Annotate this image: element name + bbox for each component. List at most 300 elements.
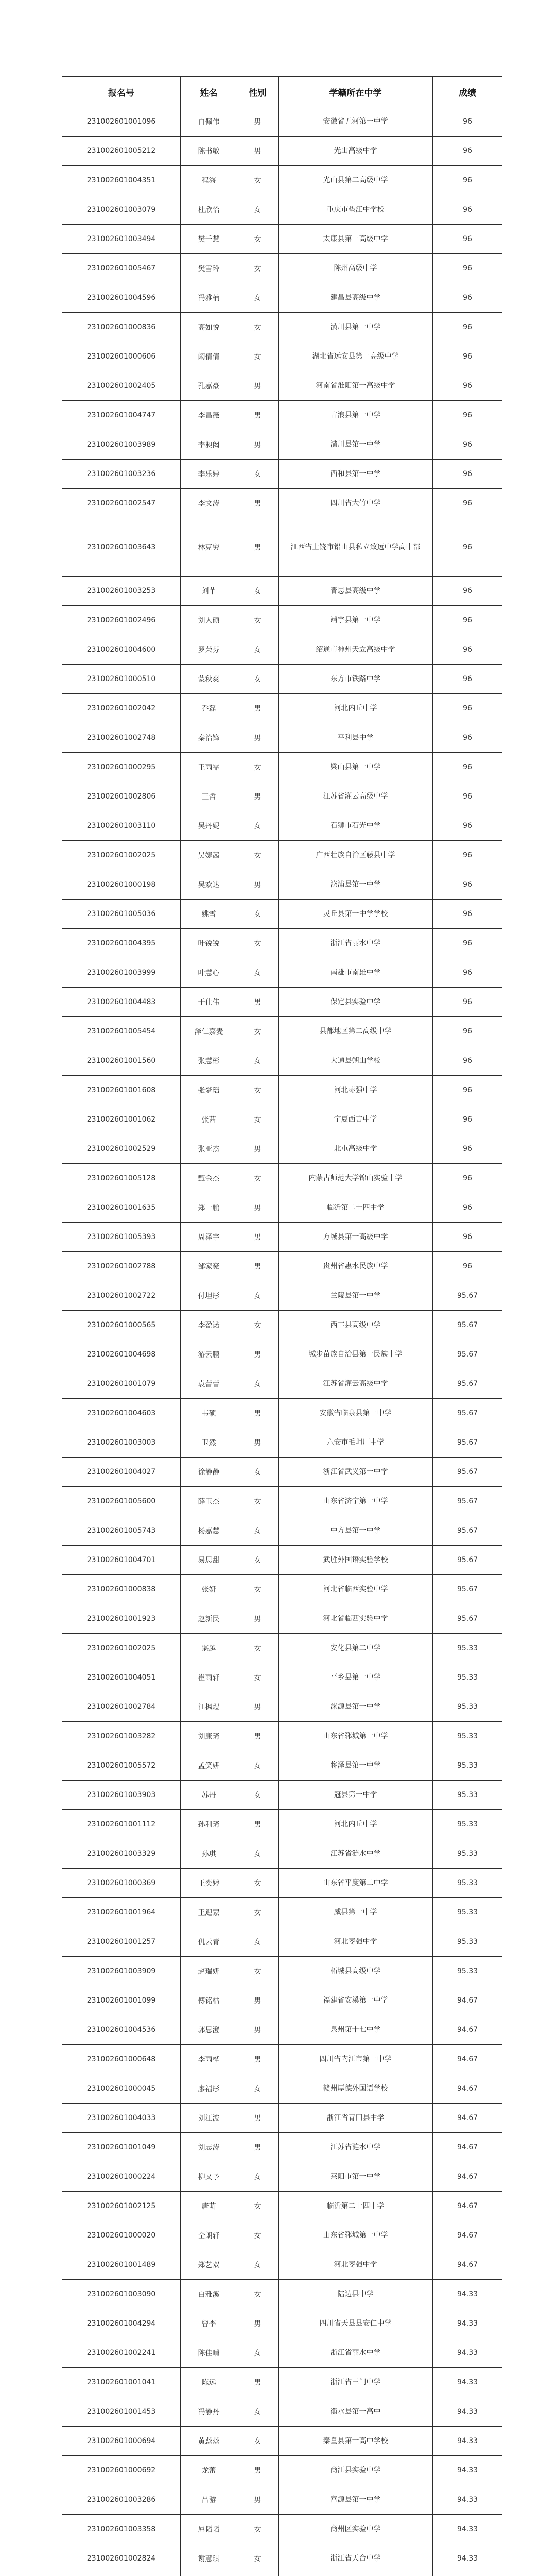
cell-school: 河北内丘中学 — [279, 1810, 433, 1839]
cell-score: 96 — [433, 870, 502, 900]
cell-name: 曾李 — [181, 2309, 237, 2338]
cell-registration-number: 231002601005128 — [62, 1164, 181, 1193]
cell-score: 96 — [433, 225, 502, 254]
cell-name: 黄蕊蕊 — [181, 2427, 237, 2456]
cell-name: 叶锐锐 — [181, 929, 237, 958]
cell-name: 屈韬韬 — [181, 2515, 237, 2544]
cell-school: 晋思县高级中学 — [279, 577, 433, 606]
cell-score: 96 — [433, 811, 502, 841]
cell-score: 96 — [433, 107, 502, 137]
cell-score: 95.33 — [433, 1751, 502, 1781]
cell-score: 96 — [433, 929, 502, 958]
cell-gender: 男 — [237, 1223, 279, 1252]
table-row — [62, 195, 502, 225]
table-row — [62, 2544, 502, 2573]
cell-score: 96 — [433, 371, 502, 401]
cell-gender: 女 — [237, 2250, 279, 2280]
cell-registration-number: 231002601000836 — [62, 313, 181, 342]
cell-school: 靖宇县第一中学 — [279, 606, 433, 635]
cell-gender: 女 — [237, 2221, 279, 2250]
cell-name: 乔磊 — [181, 694, 237, 723]
table-row — [62, 870, 502, 900]
cell-name: 秦治锋 — [181, 723, 237, 753]
cell-registration-number: 231002601001635 — [62, 1193, 181, 1223]
table-row — [62, 1663, 502, 1692]
table-row — [62, 841, 502, 870]
cell-gender: 女 — [237, 254, 279, 283]
cell-score: 96 — [433, 137, 502, 166]
cell-school: 浙江省丽水中学 — [279, 929, 433, 958]
table-row — [62, 1751, 502, 1781]
cell-score: 96 — [433, 958, 502, 988]
cell-gender: 男 — [237, 518, 279, 577]
cell-name: 刘江波 — [181, 2104, 237, 2133]
cell-gender: 女 — [237, 2338, 279, 2368]
header-name: 姓名 — [181, 77, 237, 107]
cell-school: 陈州高级中学 — [279, 254, 433, 283]
cell-name: 刘志涛 — [181, 2133, 237, 2162]
table-row — [62, 2368, 502, 2397]
table-row — [62, 1340, 502, 1369]
cell-name: 程海 — [181, 166, 237, 195]
table-row — [62, 2427, 502, 2456]
cell-school: 武胜外国语实验学校 — [279, 1546, 433, 1575]
table-row — [62, 1017, 502, 1046]
cell-gender: 女 — [237, 2397, 279, 2427]
cell-name: 姚雪 — [181, 900, 237, 929]
cell-gender: 男 — [237, 371, 279, 401]
table-row — [62, 489, 502, 518]
table-row — [62, 1604, 502, 1634]
cell-school: 威县第一中学 — [279, 1898, 433, 1927]
cell-name: 高如悦 — [181, 313, 237, 342]
table-row — [62, 2074, 502, 2104]
cell-registration-number: 231002601005743 — [62, 1516, 181, 1546]
cell-score: 94.33 — [433, 2515, 502, 2544]
cell-score: 96 — [433, 1105, 502, 1134]
cell-score: 95.67 — [433, 1546, 502, 1575]
cell-gender: 男 — [237, 1692, 279, 1722]
cell-registration-number: 231002601002025 — [62, 841, 181, 870]
cell-score: 94.67 — [433, 2074, 502, 2104]
cell-gender: 女 — [237, 225, 279, 254]
cell-gender: 女 — [237, 1311, 279, 1340]
cell-school: 将泽县第一中学 — [279, 1751, 433, 1781]
cell-name: 刘芊 — [181, 577, 237, 606]
cell-score: 95.33 — [433, 1927, 502, 1957]
cell-school: 江西省上饶市铅山县私立致远中学高中部 — [279, 518, 433, 577]
table-row — [62, 1869, 502, 1898]
cell-gender: 女 — [237, 1164, 279, 1193]
cell-name: 孟笑妍 — [181, 1751, 237, 1781]
cell-gender: 男 — [237, 782, 279, 811]
table-row — [62, 1546, 502, 1575]
cell-registration-number: 231002601003999 — [62, 958, 181, 988]
cell-registration-number: 231002601001560 — [62, 1046, 181, 1076]
cell-name: 蒙秋爽 — [181, 665, 237, 694]
cell-gender: 男 — [237, 2309, 279, 2338]
cell-registration-number: 231002601001079 — [62, 1369, 181, 1399]
cell-name: 郑艺双 — [181, 2250, 237, 2280]
table-row — [62, 2573, 502, 2576]
table-row — [62, 2485, 502, 2515]
cell-gender: 女 — [237, 841, 279, 870]
table-row — [62, 1458, 502, 1487]
cell-score: 95.67 — [433, 1311, 502, 1340]
cell-school: 大通县朔山学校 — [279, 1046, 433, 1076]
cell-name: 白佩伟 — [181, 107, 237, 137]
cell-school: 方城县第一高级中学 — [279, 1223, 433, 1252]
cell-score: 96 — [433, 606, 502, 635]
cell-school: 潢川县第一中学 — [279, 313, 433, 342]
cell-score: 96 — [433, 313, 502, 342]
cell-name: 孔嘉豪 — [181, 371, 237, 401]
cell-score: 94.67 — [433, 2045, 502, 2074]
cell-school: 商江县实验中学 — [279, 2456, 433, 2485]
cell-registration-number: 231002601004701 — [62, 1546, 181, 1575]
cell-registration-number: 231002601001923 — [62, 1604, 181, 1634]
cell-registration-number: 231002601001489 — [62, 2250, 181, 2280]
cell-score: 96 — [433, 430, 502, 460]
cell-registration-number: 231002601003090 — [62, 2280, 181, 2309]
table-row — [62, 1927, 502, 1957]
table-row — [62, 2162, 502, 2192]
cell-name: 吕游 — [181, 2485, 237, 2515]
table-row — [62, 254, 502, 283]
cell-score: 94.33 — [433, 2280, 502, 2309]
cell-name: 陈远 — [181, 2368, 237, 2397]
cell-school: 四川省天县县安仁中学 — [279, 2309, 433, 2338]
cell-gender — [237, 2573, 279, 2576]
header-gender: 性别 — [237, 77, 279, 107]
table-row — [62, 2309, 502, 2338]
cell-school: 河南省淮阳第一高级中学 — [279, 371, 433, 401]
cell-name: 卫然 — [181, 1428, 237, 1458]
cell-name: 陈书敏 — [181, 137, 237, 166]
cell-score: 96 — [433, 460, 502, 489]
cell-gender: 女 — [237, 1781, 279, 1810]
cell-name: 张梦瑶 — [181, 1076, 237, 1105]
cell-registration-number: 231002601004536 — [62, 2015, 181, 2045]
cell-score: 94.67 — [433, 2192, 502, 2221]
cell-name: 赵新民 — [181, 1604, 237, 1634]
cell-registration-number: 231002601000369 — [62, 1869, 181, 1898]
table-row — [62, 1516, 502, 1546]
cell-name: 王哲 — [181, 782, 237, 811]
cell-gender: 女 — [237, 900, 279, 929]
cell-gender: 女 — [237, 2280, 279, 2309]
table-row — [62, 1722, 502, 1751]
table-row — [62, 460, 502, 489]
cell-score: 95.33 — [433, 1898, 502, 1927]
cell-gender: 女 — [237, 1458, 279, 1487]
cell-registration-number: 231002601005572 — [62, 1751, 181, 1781]
table-row — [62, 1369, 502, 1399]
cell-score — [433, 2573, 502, 2576]
cell-score: 95.33 — [433, 1810, 502, 1839]
cell-registration-number: 231002601000510 — [62, 665, 181, 694]
cell-score: 96 — [433, 166, 502, 195]
cell-score: 94.67 — [433, 2250, 502, 2280]
table-row — [62, 430, 502, 460]
cell-school: 泌浦县第一中学 — [279, 870, 433, 900]
cell-name: 傅铭枯 — [181, 1986, 237, 2015]
cell-school: 山东省郓城第一中学 — [279, 1722, 433, 1751]
table-row — [62, 2515, 502, 2544]
cell-name: 杨嘉慧 — [181, 1516, 237, 1546]
header-score: 成绩 — [433, 77, 502, 107]
cell-name: 杜欣怡 — [181, 195, 237, 225]
cell-registration-number: 231002601005467 — [62, 254, 181, 283]
cell-school: 江苏省灌云高级中学 — [279, 782, 433, 811]
cell-score: 94.33 — [433, 2338, 502, 2368]
cell-registration-number: 231002601001049 — [62, 2133, 181, 2162]
cell-registration-number: 231002601004483 — [62, 988, 181, 1017]
cell-gender: 男 — [237, 430, 279, 460]
cell-score: 96 — [433, 988, 502, 1017]
cell-registration-number: 231002601000295 — [62, 753, 181, 782]
cell-score: 94.33 — [433, 2485, 502, 2515]
cell-school: 山东省平度第二中学 — [279, 1869, 433, 1898]
cell-score: 96 — [433, 753, 502, 782]
cell-score: 94.33 — [433, 2456, 502, 2485]
table-row — [62, 2133, 502, 2162]
cell-registration-number — [62, 2573, 181, 2576]
cell-score: 95.33 — [433, 1781, 502, 1810]
cell-gender: 女 — [237, 2515, 279, 2544]
cell-name: 泽仁嘉麦 — [181, 1017, 237, 1046]
cell-score: 96 — [433, 1076, 502, 1105]
cell-gender: 男 — [237, 401, 279, 430]
cell-registration-number: 231002601004351 — [62, 166, 181, 195]
cell-name: 王迎蒙 — [181, 1898, 237, 1927]
cell-score: 96 — [433, 782, 502, 811]
cell-name: 刘人硕 — [181, 606, 237, 635]
cell-school: 安徽省五河第一中学 — [279, 107, 433, 137]
cell-score: 94.67 — [433, 2221, 502, 2250]
cell-gender: 女 — [237, 2544, 279, 2573]
cell-registration-number: 231002601001964 — [62, 1898, 181, 1927]
cell-gender: 女 — [237, 1281, 279, 1311]
cell-registration-number: 231002601001608 — [62, 1076, 181, 1105]
table-body — [62, 107, 502, 2576]
cell-gender: 男 — [237, 870, 279, 900]
table-row — [62, 1164, 502, 1193]
cell-school: 赣州厚德外国语学校 — [279, 2074, 433, 2104]
table-row — [62, 753, 502, 782]
table-row — [62, 1634, 502, 1663]
cell-school: 广西壮族自治区藤县中学 — [279, 841, 433, 870]
cell-school: 四川省大竹中学 — [279, 489, 433, 518]
cell-school: 富源县第一中学 — [279, 2485, 433, 2515]
cell-school: 浙江省武义第一中学 — [279, 1458, 433, 1487]
cell-school: 中方县第一中学 — [279, 1516, 433, 1546]
cell-score: 96 — [433, 841, 502, 870]
cell-score: 96 — [433, 1223, 502, 1252]
cell-name: 赵瑞妍 — [181, 1957, 237, 1986]
cell-gender: 男 — [237, 2133, 279, 2162]
cell-school: 山东省济宁第一中学 — [279, 1487, 433, 1516]
cell-gender: 女 — [237, 1546, 279, 1575]
table-row — [62, 577, 502, 606]
cell-score: 96 — [433, 723, 502, 753]
cell-registration-number: 231002601002784 — [62, 1692, 181, 1722]
cell-registration-number: 231002601004596 — [62, 283, 181, 313]
cell-registration-number: 231002601002496 — [62, 606, 181, 635]
cell-score: 95.33 — [433, 1634, 502, 1663]
cell-school: 衡水县第一高中 — [279, 2397, 433, 2427]
cell-gender: 女 — [237, 811, 279, 841]
score-table-container — [62, 76, 502, 2576]
cell-gender: 男 — [237, 988, 279, 1017]
cell-registration-number: 231002601002824 — [62, 2544, 181, 2573]
cell-school: 梁山县第一中学 — [279, 753, 433, 782]
cell-gender: 男 — [237, 1722, 279, 1751]
cell-name: 付坦彤 — [181, 1281, 237, 1311]
cell-gender: 女 — [237, 1575, 279, 1604]
table-row — [62, 2045, 502, 2074]
cell-score: 96 — [433, 1046, 502, 1076]
cell-score: 95.67 — [433, 1487, 502, 1516]
cell-gender: 女 — [237, 1927, 279, 1957]
cell-registration-number: 231002601003494 — [62, 225, 181, 254]
cell-gender: 男 — [237, 1252, 279, 1281]
cell-school: 贵州省惠水民族中学 — [279, 1252, 433, 1281]
cell-school: 古浪县第一中学 — [279, 401, 433, 430]
cell-registration-number: 231002601002025 — [62, 1634, 181, 1663]
cell-registration-number: 231002601003079 — [62, 195, 181, 225]
cell-name: 郑一鹏 — [181, 1193, 237, 1223]
cell-registration-number: 231002601001112 — [62, 1810, 181, 1839]
table-row — [62, 1575, 502, 1604]
cell-registration-number: 231002601004747 — [62, 401, 181, 430]
cell-registration-number: 231002601000838 — [62, 1575, 181, 1604]
cell-school: 冠县第一中学 — [279, 1781, 433, 1810]
table-row — [62, 988, 502, 1017]
cell-school: 陆边县中学 — [279, 2280, 433, 2309]
cell-registration-number: 231002601004294 — [62, 2309, 181, 2338]
cell-school: 北屯高级中学 — [279, 1134, 433, 1164]
cell-gender: 女 — [237, 2192, 279, 2221]
cell-gender: 男 — [237, 1986, 279, 2015]
cell-name: 刘康琦 — [181, 1722, 237, 1751]
cell-gender: 男 — [237, 107, 279, 137]
cell-registration-number: 231002601001453 — [62, 2397, 181, 2427]
cell-name: 郭思澄 — [181, 2015, 237, 2045]
cell-name: 谌越 — [181, 1634, 237, 1663]
table-row — [62, 958, 502, 988]
cell-name: 于仕伟 — [181, 988, 237, 1017]
cell-gender: 女 — [237, 1898, 279, 1927]
cell-gender: 男 — [237, 2485, 279, 2515]
cell-gender: 男 — [237, 694, 279, 723]
cell-registration-number: 231002601005454 — [62, 1017, 181, 1046]
cell-registration-number: 231002601001096 — [62, 107, 181, 137]
cell-score: 96 — [433, 694, 502, 723]
table-row — [62, 1781, 502, 1810]
cell-registration-number: 231002601002806 — [62, 782, 181, 811]
cell-name: 吴欢达 — [181, 870, 237, 900]
cell-gender: 男 — [237, 1193, 279, 1223]
cell-gender: 女 — [237, 1487, 279, 1516]
cell-gender: 男 — [237, 1399, 279, 1428]
table-row — [62, 1311, 502, 1340]
cell-name: 陈佳晴 — [181, 2338, 237, 2368]
cell-registration-number: 231002601005393 — [62, 1223, 181, 1252]
cell-name: 樊雪玲 — [181, 254, 237, 283]
cell-school: 东方市铁路中学 — [279, 665, 433, 694]
table-row — [62, 342, 502, 371]
cell-name: 薛玉杰 — [181, 1487, 237, 1516]
cell-school: 临沂第二十四中学 — [279, 1193, 433, 1223]
cell-registration-number: 231002601002788 — [62, 1252, 181, 1281]
cell-school: 河北枣强中学 — [279, 1076, 433, 1105]
header-registration-number: 报名号 — [62, 77, 181, 107]
cell-gender: 男 — [237, 1428, 279, 1458]
cell-registration-number: 231002601004051 — [62, 1663, 181, 1692]
cell-registration-number: 231002601001257 — [62, 1927, 181, 1957]
table-row — [62, 1134, 502, 1164]
table-row — [62, 665, 502, 694]
cell-gender: 女 — [237, 1046, 279, 1076]
cell-school: 县都地区第二高级中学 — [279, 1017, 433, 1046]
cell-score: 96 — [433, 489, 502, 518]
cell-name: 林克穷 — [181, 518, 237, 577]
cell-school: 商州区实验中学 — [279, 2515, 433, 2544]
cell-gender: 女 — [237, 1105, 279, 1134]
cell-registration-number: 231002601005212 — [62, 137, 181, 166]
cell-school: 建昌县高级中学 — [279, 283, 433, 313]
cell-registration-number: 231002601002405 — [62, 371, 181, 401]
cell-name: 韦硕 — [181, 1399, 237, 1428]
cell-score: 94.67 — [433, 1986, 502, 2015]
cell-name: 张妍 — [181, 1575, 237, 1604]
table-row — [62, 1046, 502, 1076]
cell-name: 谢慧琪 — [181, 2544, 237, 2573]
cell-score: 95.33 — [433, 1839, 502, 1869]
cell-registration-number: 231002601002042 — [62, 694, 181, 723]
cell-school: 江苏省灌云高级中学 — [279, 1369, 433, 1399]
cell-school: 浙江省天台中学 — [279, 2544, 433, 2573]
table-row — [62, 1399, 502, 1428]
cell-name: 李文涛 — [181, 489, 237, 518]
cell-school: 涞源县第一中学 — [279, 1692, 433, 1722]
cell-name: 江枫煜 — [181, 1692, 237, 1722]
cell-gender: 男 — [237, 1134, 279, 1164]
cell-score: 96 — [433, 577, 502, 606]
cell-gender: 女 — [237, 753, 279, 782]
cell-registration-number: 231002601004698 — [62, 1340, 181, 1369]
cell-registration-number: 231002601000224 — [62, 2162, 181, 2192]
cell-name: 阚倩倩 — [181, 342, 237, 371]
table-row — [62, 1957, 502, 1986]
table-row — [62, 1692, 502, 1722]
cell-gender: 男 — [237, 2015, 279, 2045]
cell-score: 96 — [433, 635, 502, 665]
table-row — [62, 1428, 502, 1458]
cell-school: 河北省临西实验中学 — [279, 1575, 433, 1604]
cell-school: 绍通市神州天立高级中学 — [279, 635, 433, 665]
cell-registration-number: 231002601000045 — [62, 2074, 181, 2104]
cell-school: 江苏省涟水中学 — [279, 1839, 433, 1869]
cell-registration-number: 231002601002748 — [62, 723, 181, 753]
cell-gender: 女 — [237, 1076, 279, 1105]
cell-school: 柘城县高级中学 — [279, 1957, 433, 1986]
table-row — [62, 606, 502, 635]
cell-registration-number: 231002601000198 — [62, 870, 181, 900]
cell-score: 94.33 — [433, 2397, 502, 2427]
cell-school: 平利县中学 — [279, 723, 433, 753]
